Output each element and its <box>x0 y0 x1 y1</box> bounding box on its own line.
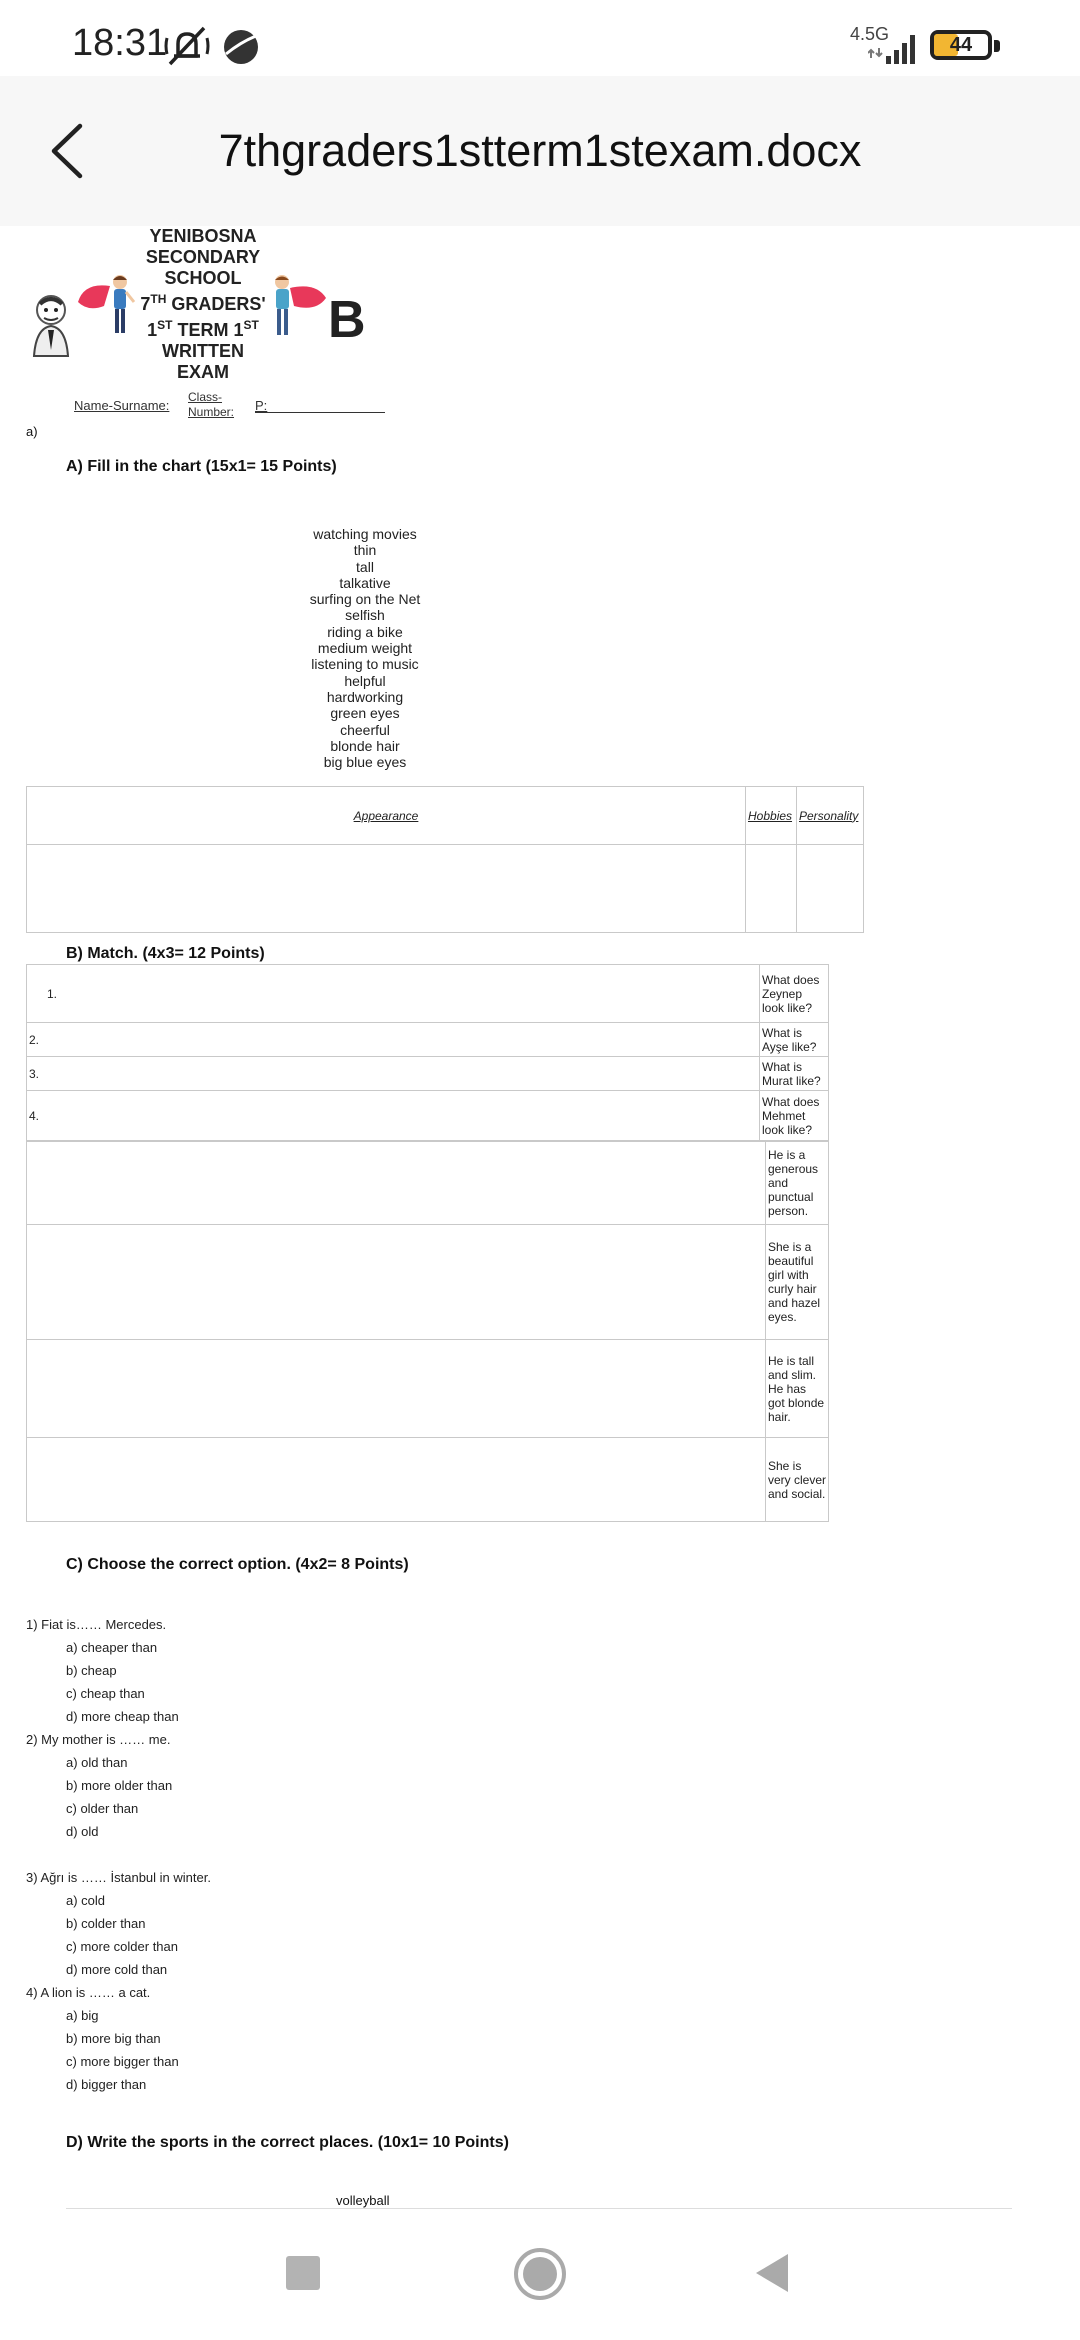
match-number: 1. <box>27 965 760 1023</box>
document-title: 7thgraders1stterm1stexam.docx <box>218 125 862 176</box>
match-question: What does Zeynep look like? <box>760 965 829 1023</box>
option: a) big <box>66 2008 99 2023</box>
question-1: 1) Fiat is…… Mercedes. <box>26 1617 167 1632</box>
word-item: helpful <box>344 672 386 689</box>
word-item: big blue eyes <box>323 754 407 771</box>
option: c) more colder than <box>66 1939 178 1954</box>
word-item: listening to music <box>311 656 419 673</box>
chart-header-personality: Personality <box>797 787 864 845</box>
fill-chart-table <box>26 786 864 933</box>
word-item: talkative <box>339 574 391 591</box>
section-c-title: C) Choose the correct option. (4x2= 8 Points) <box>66 1556 409 1573</box>
chart-cell-appearance <box>27 845 746 933</box>
match-answer: He is tall and slim. He has got blonde hair. <box>766 1340 829 1438</box>
network-type: 4.5G <box>850 24 890 44</box>
match-question: What is Ayşe like? <box>760 1023 829 1057</box>
option: a) cheaper than <box>66 1640 158 1655</box>
option: d) old <box>66 1824 99 1839</box>
battery-icon <box>930 30 992 60</box>
school-line: SCHOOL <box>164 268 242 288</box>
sport-word: volleyball <box>336 2193 390 2208</box>
a-marker: a) <box>26 424 38 439</box>
chart-cell-hobbies <box>746 845 797 933</box>
option: b) more older than <box>66 1778 173 1793</box>
match-number: 2. <box>27 1023 760 1057</box>
answer-blank <box>27 1340 766 1438</box>
option: a) old than <box>66 1755 128 1770</box>
chart-header-appearance: Appearance <box>27 787 746 845</box>
match-answer: He is a generous and punctual person. <box>766 1142 829 1225</box>
word-item: blonde hair <box>330 737 400 754</box>
word-item: watching movies <box>313 526 417 542</box>
school-line: SECONDARY <box>145 247 261 267</box>
status-time: 18:31 <box>72 22 168 64</box>
option: c) more bigger than <box>66 2054 179 2069</box>
back-button[interactable] <box>40 120 96 182</box>
match-number: 4. <box>27 1091 760 1141</box>
answer-blank <box>27 1142 766 1225</box>
word-item: medium weight <box>317 640 413 657</box>
option: b) cheap <box>66 1663 117 1678</box>
answer-blank <box>27 1438 766 1522</box>
option: d) more cheap than <box>66 1709 179 1724</box>
word-item: riding a bike <box>327 623 403 640</box>
globe-icon <box>222 28 260 66</box>
section-a-title: A) Fill in the chart (15x1= 15 Points) <box>66 458 337 475</box>
chart-header-hobbies: Hobbies <box>746 787 797 845</box>
exam-line: WRITTEN <box>162 341 244 361</box>
word-item: surfing on the Net <box>309 591 421 608</box>
match-answer: She is a beautiful girl with curly hair and hazel eyes. <box>766 1225 829 1340</box>
back-triangle-icon[interactable] <box>752 2252 792 2294</box>
superhero-girl-image <box>74 272 138 338</box>
status-bar <box>0 0 1080 76</box>
exam-line: EXAM <box>176 362 229 382</box>
word-item: hardworking <box>326 688 404 705</box>
word-item: tall <box>356 558 374 575</box>
match-number: 3. <box>27 1057 760 1091</box>
word-item: cheerful <box>340 721 390 738</box>
home-icon[interactable] <box>512 2246 568 2302</box>
option: a) cold <box>66 1893 106 1908</box>
points-line <box>255 412 385 413</box>
school-line: YENIBOSNA <box>149 226 257 246</box>
word-item: thin <box>353 542 377 559</box>
name-surname-label: Name-Surname: <box>74 398 170 413</box>
mute-icon <box>164 26 210 66</box>
term-line: 1ST TERM 1ST <box>147 318 259 340</box>
battery-tip <box>994 40 1000 52</box>
word-list <box>290 526 440 770</box>
exam-group-letter: B <box>328 291 366 349</box>
section-d-title: D) Write the sports in the correct places. (10x1= 10 Points) <box>66 2134 509 2151</box>
question-3: 3) Ağrı is …… İstanbul in winter. <box>26 1870 211 1885</box>
answer-blank <box>27 1225 766 1340</box>
option: b) more big than <box>66 2031 161 2046</box>
section-b-title: B) Match. (4x3= 12 Points) <box>66 945 265 962</box>
match-questions-table <box>26 964 829 1141</box>
chevron-left-icon <box>54 126 80 176</box>
section-d-line <box>66 2208 1012 2209</box>
option: b) colder than <box>66 1916 146 1931</box>
option: c) cheap than <box>66 1686 145 1701</box>
school-heading <box>130 226 276 383</box>
match-answer: She is very clever and social. <box>766 1438 829 1522</box>
match-question: What is Murat like? <box>760 1057 829 1091</box>
battery-level: 44 <box>949 34 973 56</box>
class-label: Class- <box>188 390 223 404</box>
word-item: green eyes <box>330 705 400 722</box>
word-item: selfish <box>345 607 385 624</box>
match-question: What does Mehmet look like? <box>760 1091 829 1141</box>
option: d) bigger than <box>66 2077 147 2092</box>
author-portrait-image <box>26 290 76 358</box>
question-2: 2) My mother is …… me. <box>26 1732 171 1747</box>
match-answers-table <box>26 1141 829 1522</box>
recent-apps-icon[interactable] <box>286 2256 320 2290</box>
option: c) older than <box>66 1801 139 1816</box>
signal-icon <box>868 30 920 66</box>
chart-cell-personality <box>797 845 864 933</box>
number-label: Number: <box>188 405 235 419</box>
grade-line: 7TH GRADERS' <box>140 292 266 314</box>
question-4: 4) A lion is …… a cat. <box>26 1985 151 2000</box>
option: d) more cold than <box>66 1962 168 1977</box>
points-label: P: <box>255 398 268 413</box>
